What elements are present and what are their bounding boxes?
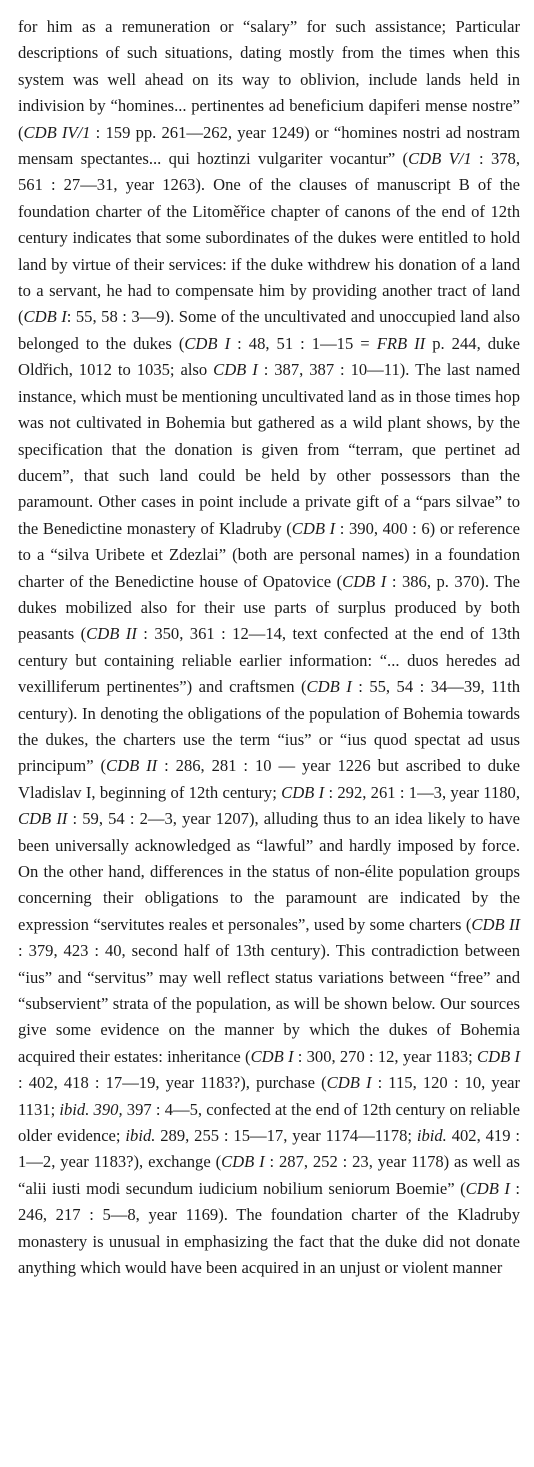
text-run: : 286, 281 : 10 — year 1226 but ascribed to duke Vladislav I, beginning of 12th century; [18, 756, 521, 802]
italic-citation: CDB I [221, 1152, 265, 1172]
italic-citation: CDB I [213, 360, 258, 380]
italic-citation: CDB I [281, 782, 325, 802]
text-run: : 159 pp. 261—262, year 1249) or “homines nostri ad nostram mensam spectantes... qui hoztinzi vulgariter vocantur” ( [18, 122, 520, 169]
text-run: : 246, 217 : 5—8, year 1169). The foundation charter of the Kladruby monastery is unusual in emphasizing the fact that the duke did not donate anything which would have been acquired in an unjust or violent manner [18, 1178, 520, 1278]
text-run: : 378, 561 : 27—31, year 1263). One of the clauses of manuscript B of the foundation charter of the Litoměřice chapter of canons of the end of 12th century indicates that some subordinates of the dukes were entitled to hold land by virtue of their services: if the duke withdrew his donation of a land to a servant, he had to compensate him by providing another tract of land ( [18, 149, 520, 327]
italic-citation: CDB V/1 [408, 149, 472, 169]
text-run: : 55, 58 : 3—9). Some of the uncultivated and unoccupied land also belonged to the dukes ( [18, 307, 520, 353]
italic-citation: CDB I [184, 333, 231, 353]
italic-citation: CDB I [250, 1046, 294, 1066]
text-run: : 379, 423 : 40, second half of 13th century). This contradiction between “ius” and “servitus” may well reflect status variations between “free” and “subservient” strata of the population, as will be shown below. Our sources give some evidence on the manner by which the dukes of Bohemia acquired their estates: inheritance ( [18, 941, 520, 1066]
italic-citation: ibid. [416, 1126, 447, 1146]
italic-citation: CDB I [465, 1178, 510, 1198]
italic-citation: FRB II [376, 333, 426, 353]
text-run: : 115, 120 : 10, year 1131; [18, 1073, 520, 1119]
italic-citation: ibid. 390, [59, 1099, 123, 1119]
italic-citation: CDB I [291, 518, 336, 538]
text-run: : 390, 400 : 6) or reference to a “silva Uribete et Zdezlai” (both are personal names) in a foundation charter of the Benedictine house of Opatovice ( [18, 518, 520, 591]
text-run: 397 : 4—5, confected at the end of 12th century on reliable older evidence; [18, 1099, 520, 1146]
italic-citation: CDB I [326, 1073, 372, 1093]
text-run: : 387, 387 : 10—11). The last named instance, which must be mentioning uncultivated land as in those times hop was not cultivated in Bohemia but gathered as a wild plant shows, by the specification that the donation is given from “terram, que pertinet ad ducem”, that such land could be held by other possessors than the paramount. Other cases in point include a private gift of a “pars silvae” to the Benedictine monastery of Kladruby ( [18, 360, 520, 538]
italic-citation: ibid. [125, 1126, 156, 1146]
italic-citation: CDB II [471, 914, 520, 934]
italic-citation: CDB I [477, 1046, 520, 1066]
italic-citation: CDB IV/1 [23, 122, 91, 142]
text-run: 402, 419 : 1—2, year 1183?), exchange ( [18, 1126, 520, 1172]
text-run: for him as a remuneration or “salary” for such assistance; Particular descriptions of such situations, dating mostly from the times when this system was well ahead on its way to oblivion, include lands held in indivision by “homines... pertinentes ad beneficium dapiferi mense nostre” ( [18, 17, 520, 142]
text-run: : 48, 51 : 1—15 = [230, 333, 377, 353]
text-run: 289, 255 : 15—17, year 1174—1178; [155, 1126, 417, 1146]
text-run: : 386, p. 370). The dukes mobilized also for their use parts of surplus produced by both peasants ( [18, 571, 520, 644]
text-run: p. 244, duke Oldřich, 1012 to 1035; also [18, 333, 521, 380]
italic-citation: CDB II [18, 809, 68, 829]
italic-citation: CDB II [106, 756, 158, 776]
body-text [18, 14, 520, 1282]
text-run: : 292, 261 : 1—3, year 1180, [324, 782, 520, 802]
text-run: : 287, 252 : 23, year 1178) as well as “alii iusti modi secundum iudicium nobilium seniorum Boemie” ( [18, 1152, 520, 1198]
italic-citation: CDB II [86, 624, 137, 644]
text-run: : 350, 361 : 12—14, text confected at the end of 13th century but containing reliable earlier information: “... duos heredes ad vexilliferum pertinentes”) and craftsmen ( [18, 624, 520, 697]
text-run: : 300, 270 : 12, year 1183; [293, 1046, 478, 1066]
italic-citation: CDB I [23, 307, 67, 327]
italic-citation: CDB I [306, 677, 352, 697]
text-run: : 59, 54 : 2—3, year 1207), alluding thus to an idea likely to have been universally acknowledged as “lawful” and hardly imposed by force. On the other hand, differences in the status of non-élite population groups concerning their obligations to the paramount are indicated by the expression “servitutes reales et personales”, used by some charters ( [18, 809, 520, 934]
italic-citation: CDB I [342, 571, 387, 591]
paragraph [18, 14, 520, 1282]
text-run: : 402, 418 : 17—19, year 1183?), purchase ( [18, 1073, 327, 1093]
text-run: : 55, 54 : 34—39, 11th century). In denoting the obligations of the population of Bohemia towards the dukes, the charters use the term “ius” or “ius quod spectat ad usus principum” ( [18, 677, 520, 776]
